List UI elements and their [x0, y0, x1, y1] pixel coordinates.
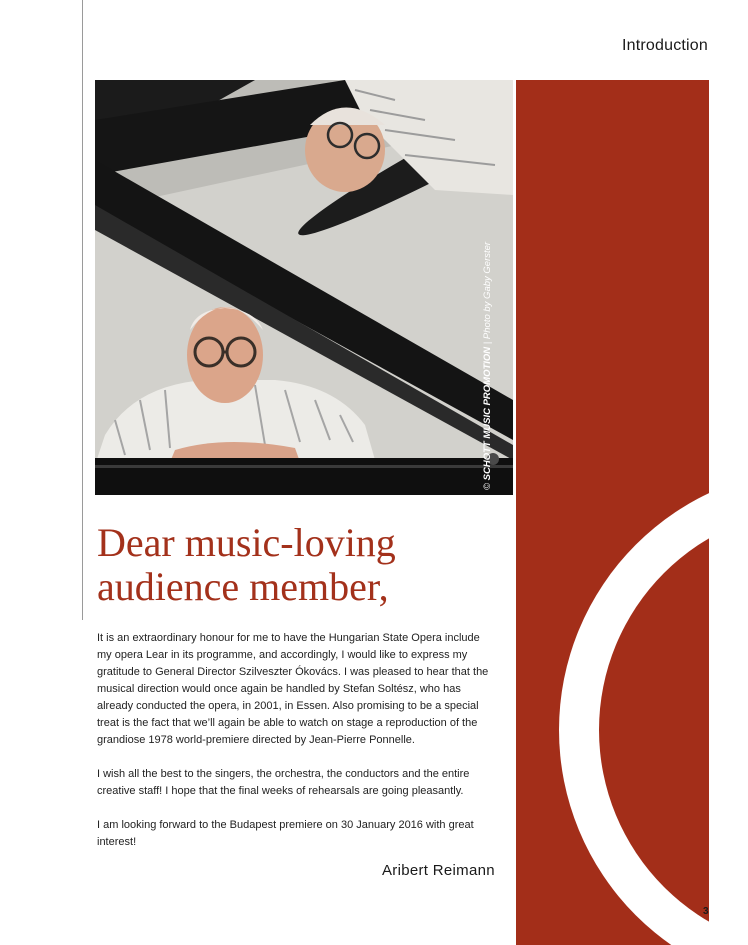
paragraph: It is an extraordinary honour for me to have the Hungarian State Opera include my opera Lear in its programme, and accordingly, I would like to express my gratitude to General Director Szilveszter Ókovács. I was pleased to hear that the musical direction would once again be handled by Stefan Soltész, who has already conducted the opera, in 2001, in Essen. Also promising to be a special treat is the fact that we’ll again be able to watch on stage a reproduction of the grandiose 1978 world-premiere directed by Jean-Pierre Ponnelle. — [97, 632, 489, 746]
credit-separator: | — [482, 339, 493, 347]
page-number: 3 — [703, 906, 709, 917]
section-title: Introduction — [621, 37, 708, 54]
decorative-red-panel — [516, 80, 709, 945]
credit-agency: SCHOTT MUSIC PROMOTION — [482, 346, 493, 481]
paragraph: I wish all the best to the singers, the orchestra, the conductors and the entire creative staff! I hope that the final weeks of rehearsals are going pleasantly. — [97, 768, 470, 797]
letter-headline — [97, 521, 517, 609]
paragraph: I am looking forward to the Budapest premiere on 30 January 2016 with great interest! — [97, 819, 474, 848]
credit-photographer: Photo by Gaby Gerster — [482, 241, 493, 340]
signature: Aribert Reimann — [382, 862, 495, 879]
headline-line-1: Dear music-loving — [97, 520, 396, 565]
margin-rule — [82, 0, 83, 620]
portrait-photo — [95, 80, 513, 495]
panel-graphic — [516, 80, 709, 945]
portrait-illustration — [95, 80, 513, 495]
headline-line-2: audience member, — [97, 564, 389, 609]
letter-body — [97, 630, 497, 868]
photo-credit — [482, 242, 493, 490]
copyright-icon: © — [482, 483, 493, 490]
